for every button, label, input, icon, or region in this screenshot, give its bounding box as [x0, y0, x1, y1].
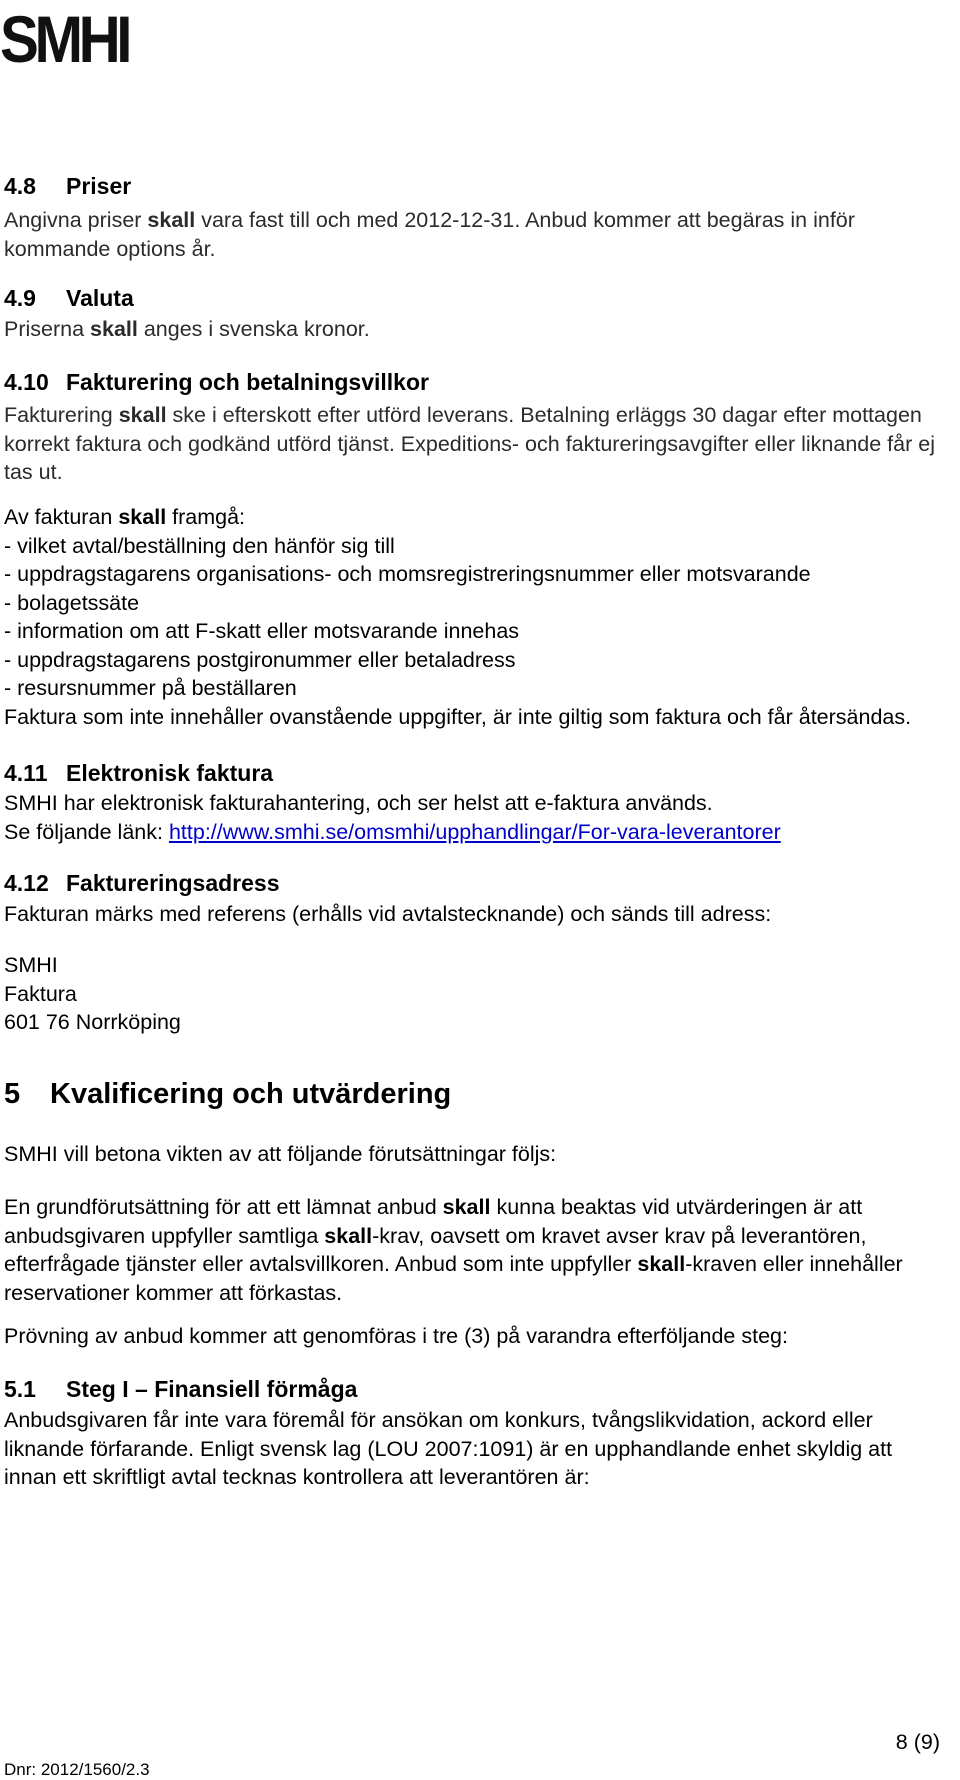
list-item: - uppdragstagarens postgironummer eller betaladress — [4, 647, 516, 672]
heading-title: Faktureringsadress — [66, 870, 280, 896]
paragraph-priser: Angivna priser skall vara fast till och med 2012-12-31. Anbud kommer att begäras in inför kommande options år. — [4, 208, 855, 261]
list-intro: Av fakturan skall framgå: — [4, 505, 246, 529]
svg-text:SMHI: SMHI — [0, 2, 129, 76]
list-item: - information om att F-skatt eller motsvarande innehas — [4, 619, 520, 643]
address-line: 601 76 Norrköping — [4, 1010, 181, 1034]
heading-number: 4.9 — [4, 285, 36, 311]
address-line: SMHI — [4, 953, 58, 977]
invoice-requirements — [4, 503, 948, 731]
heading-number: 4.10 — [4, 369, 49, 395]
invoice-address — [4, 951, 948, 1037]
heading-4-10 — [4, 368, 948, 396]
heading-number: 4.11 — [4, 760, 48, 786]
list-item: - resursnummer på beställaren — [4, 676, 297, 700]
list-item: - vilket avtal/beställning den hänför sig till — [4, 533, 395, 558]
heading-title: Valuta — [66, 285, 134, 311]
paragraph-grundforutsattning: En grundförutsättning för att ett lämnat anbud skall kunna beaktas vid utvärderingen är att anbudsgivaren uppfyller samtliga skall-krav, oavsett om kravet avser krav på leverantören, efterfrågade tjänster eller avtalsvillkoren. Anbud som inte uppfyller skall-kraven eller innehåller reservationer kommer att förkastas. — [4, 1195, 903, 1305]
paragraph-fakturering: Fakturering skall ske i efterskott efter utförd leverans. Betalning erläggs 30 dagar efter mottagen korrekt faktura och godkänd utförd tjänst. Expeditions- och faktureringsavgifter eller liknande får ej tas ut. — [4, 403, 935, 484]
paragraph-finansiell: Anbudsgivaren får inte vara föremål för ansökan om konkurs, tvångslikvidation, ackord eller liknande förfarande. Enligt svensk lag (LOU 2007:1091) är en upphandlande enhet skyldig att innan ett skriftligt avtal tecknas kontrollera att leverantören är: — [4, 1408, 893, 1489]
heading-number: 4.8 — [4, 173, 36, 199]
page-number: 8 (9) — [895, 1730, 940, 1754]
paragraph-provning: Prövning av anbud kommer att genomföras i tre (3) på varandra efterföljande steg: — [4, 1324, 788, 1348]
heading-4-11 — [4, 759, 948, 787]
list-item: - uppdragstagarens organisations- och momsregistreringsnummer eller motsvarande — [4, 562, 811, 586]
paragraph-faktureringsadress: Fakturan märks med referens (erhålls vid avtalstecknande) och sänds till adress: — [4, 902, 772, 926]
heading-title: Fakturering och betalningsvillkor — [66, 369, 429, 395]
heading-title: Steg I – Finansiell förmåga — [66, 1376, 358, 1402]
heading-number: 5 — [4, 1078, 21, 1110]
supplier-link[interactable]: http://www.smhi.se/omsmhi/upphandlingar/For-vara-leverantorer — [168, 819, 781, 844]
heading-number: 5.1 — [4, 1376, 36, 1402]
smhi-logo — [0, 2, 130, 76]
heading-5 — [4, 1077, 948, 1111]
heading-4-9 — [4, 284, 948, 312]
document-number: Dnr: 2012/1560/2.3 — [4, 1760, 150, 1779]
heading-4-8 — [4, 172, 948, 200]
heading-number: 4.12 — [4, 870, 49, 896]
address-line: Faktura — [4, 981, 77, 1006]
closing-note: Faktura som inte innehåller ovanstående uppgifter, är inte giltig som faktura och får återsändas. — [4, 704, 912, 729]
paragraph-e-faktura: SMHI har elektronisk fakturahantering, och ser helst att e-faktura används. Se följande länk: http://www.smhi.se/omsmhi/upphandlingar/For-vara-leverantorer — [4, 791, 781, 844]
heading-title: Priser — [66, 173, 132, 199]
heading-5-1 — [4, 1375, 948, 1403]
heading-title: Elektronisk faktura — [66, 760, 274, 786]
paragraph-valuta: Priserna skall anges i svenska kronor. — [4, 317, 370, 341]
heading-title: Kvalificering och utvärdering — [50, 1078, 452, 1110]
heading-4-12 — [4, 869, 948, 897]
list-item: - bolagetssäte — [4, 590, 140, 615]
paragraph-vikten: SMHI vill betona vikten av att följande förutsättningar följs: — [4, 1142, 557, 1166]
